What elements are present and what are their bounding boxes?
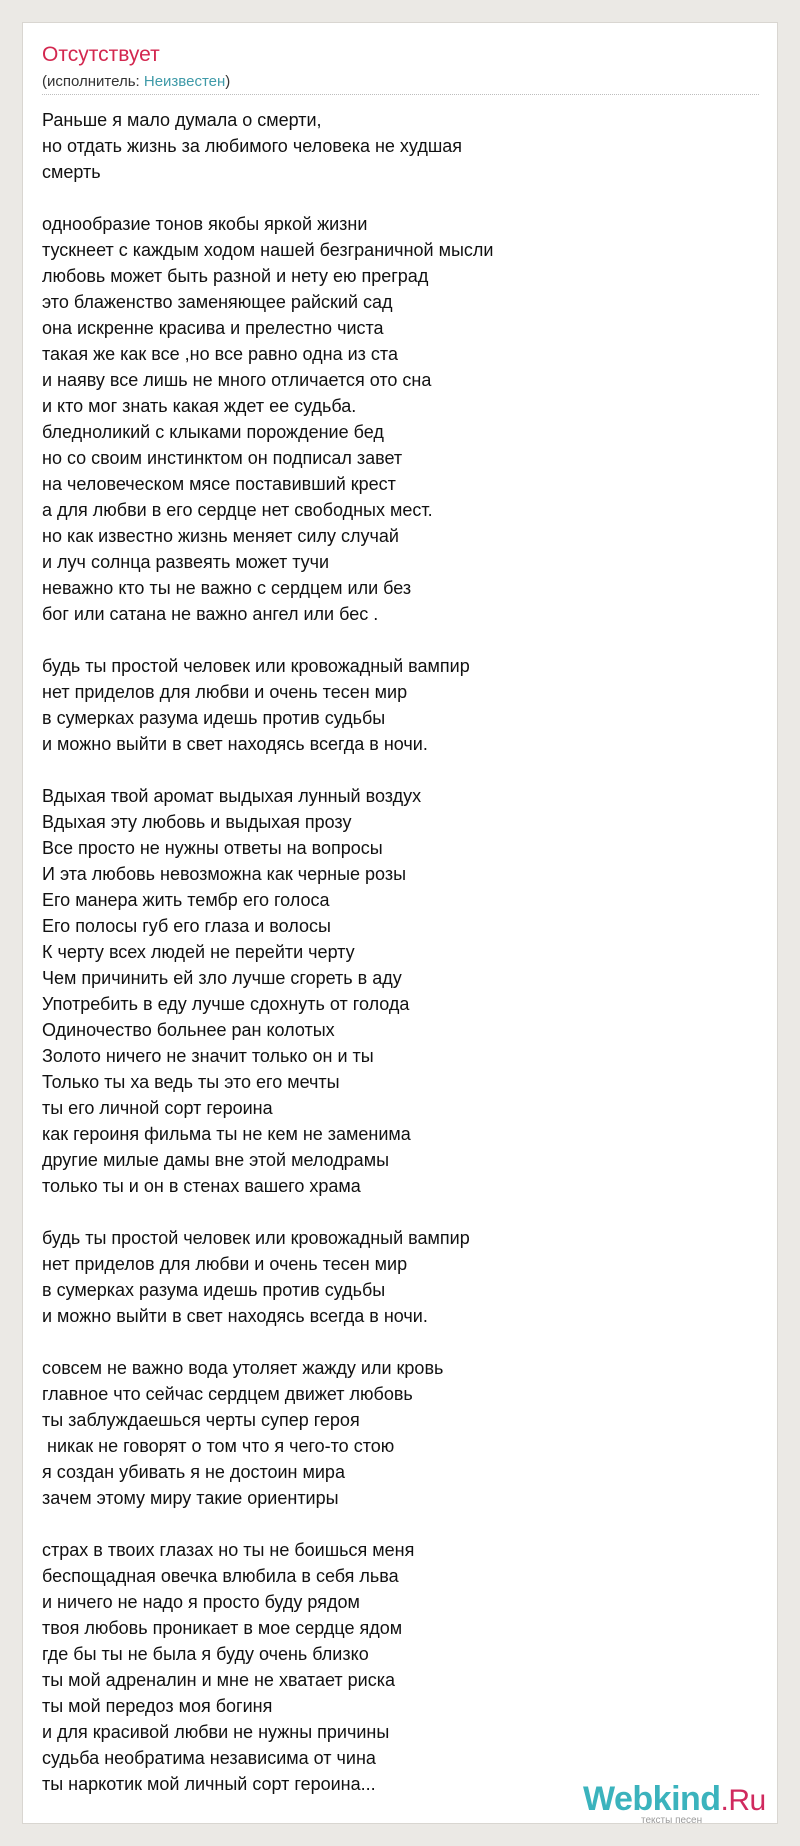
- performer-line: [42, 73, 230, 91]
- lyric-line: Его манера жить тембр его голоса: [42, 890, 330, 910]
- lyric-line: Употребить в еду лучше сдохнуть от голода: [42, 994, 410, 1014]
- lyric-line: но со своим инстинктом он подписал завет: [42, 448, 403, 468]
- stanza-break: [42, 185, 493, 211]
- lyric-line: смерть: [42, 162, 101, 182]
- performer-suffix: ): [225, 73, 231, 90]
- lyric-line: только ты и он в стенах вашего храма: [42, 1176, 361, 1196]
- lyric-line: и наяву все лишь не много отличается ото сна: [42, 370, 432, 390]
- logo-tld: .Ru: [720, 1784, 766, 1817]
- lyric-line: тускнеет с каждым ходом нашей безграничной мысли: [42, 240, 494, 260]
- lyric-line: Золото ничего не значит только он и ты: [42, 1046, 374, 1066]
- lyric-line: и ничего не надо я просто буду рядом: [42, 1592, 360, 1612]
- performer-link[interactable]: Неизвестен: [143, 73, 226, 90]
- lyric-line: главное что сейчас сердцем движет любовь: [42, 1384, 413, 1404]
- lyric-line: это блаженство заменяющее райский сад: [42, 292, 393, 312]
- lyric-line: страх в твоих глазах но ты не боишься меня: [42, 1540, 415, 1560]
- lyric-line: ты мой адреналин и мне не хватает риска: [42, 1670, 395, 1690]
- song-title: Отсутствует: [42, 43, 160, 66]
- lyric-line: бог или сатана не важно ангел или бес .: [42, 604, 379, 624]
- lyric-line: зачем этому миру такие ориентиры: [42, 1488, 339, 1508]
- lyric-line: твоя любовь проникает в мое сердце ядом: [42, 1618, 403, 1638]
- lyric-line: она искренне красива и прелестно чиста: [42, 318, 384, 338]
- webkind-logo[interactable]: [583, 1781, 773, 1825]
- lyric-line: нет приделов для любви и очень тесен мир: [42, 682, 408, 702]
- lyric-line: совсем не важно вода утоляет жажду или кровь: [42, 1358, 444, 1378]
- lyric-line: беспощадная овечка влюбила в себя льва: [42, 1566, 399, 1586]
- lyric-line: будь ты простой человек или кровожадный вампир: [42, 656, 470, 676]
- lyric-line: К черту всех людей не перейти черту: [42, 942, 355, 962]
- lyric-line: судьба необратима независима от чина: [42, 1748, 376, 1768]
- lyric-line: в сумерках разума идешь против судьбы: [42, 1280, 386, 1300]
- lyrics-card: [22, 22, 778, 1824]
- lyrics-text: [42, 107, 493, 1797]
- lyric-line: Вдыхая твой аромат выдыхая лунный воздух: [42, 786, 422, 806]
- lyric-line: ты мой передоз моя богиня: [42, 1696, 273, 1716]
- logo-tagline: тексты песен: [641, 1815, 703, 1826]
- lyric-line: Его полосы губ его глаза и волосы: [42, 916, 331, 936]
- lyric-line: однообразие тонов якобы яркой жизни: [42, 214, 368, 234]
- logo-wordmark: [583, 1781, 766, 1819]
- lyric-line: Одиночество больнее ран колотых: [42, 1020, 335, 1040]
- lyric-line: будь ты простой человек или кровожадный вампир: [42, 1228, 470, 1248]
- lyric-line: неважно кто ты не важно с сердцем или без: [42, 578, 412, 598]
- lyric-line: ты заблуждаешься черты супер героя: [42, 1410, 360, 1430]
- lyric-line: Раньше я мало думала о смерти,: [42, 110, 322, 130]
- lyric-line: и можно выйти в свет находясь всегда в ночи.: [42, 1306, 428, 1326]
- lyric-line: и для красивой любви не нужны причины: [42, 1722, 390, 1742]
- lyric-line: ты наркотик мой личный сорт героина...: [42, 1774, 376, 1794]
- lyric-line: где бы ты не была я буду очень близко: [42, 1644, 369, 1664]
- logo-brand: Webkind: [583, 1780, 721, 1818]
- lyric-line: а для любви в его сердце нет свободных мест.: [42, 500, 433, 520]
- performer-prefix: (исполнитель:: [42, 73, 144, 90]
- lyric-line: Только ты ха ведь ты это его мечты: [42, 1072, 340, 1092]
- lyric-line: другие милые дамы вне этой мелодрамы: [42, 1150, 390, 1170]
- lyric-line: в сумерках разума идешь против судьбы: [42, 708, 386, 728]
- lyric-line: такая же как все ,но все равно одна из ста: [42, 344, 398, 364]
- stanza-break: [42, 1511, 493, 1537]
- lyric-line: но как известно жизнь меняет силу случай: [42, 526, 399, 546]
- lyric-line: бледноликий с клыками порождение бед: [42, 422, 384, 442]
- stanza-break: [42, 1199, 493, 1225]
- lyric-line: я создан убивать я не достоин мира: [42, 1462, 345, 1482]
- lyric-line: как героиня фильма ты не кем не заменима: [42, 1124, 411, 1144]
- lyric-line: но отдать жизнь за любимого человека не худшая: [42, 136, 463, 156]
- lyric-line: и кто мог знать какая ждет ее судьба.: [42, 396, 357, 416]
- lyric-line: и можно выйти в свет находясь всегда в ночи.: [42, 734, 428, 754]
- stanza-break: [42, 627, 493, 653]
- lyric-line: ты его личной сорт героина: [42, 1098, 273, 1118]
- lyric-line: Вдыхая эту любовь и выдыхая прозу: [42, 812, 352, 832]
- lyric-line: И эта любовь невозможна как черные розы: [42, 864, 407, 884]
- title-divider: [42, 94, 759, 95]
- lyric-line: Все просто не нужны ответы на вопросы: [42, 838, 383, 858]
- stanza-break: [42, 757, 493, 783]
- stanza-break: [42, 1329, 493, 1355]
- lyric-line: любовь может быть разной и нету ею преград: [42, 266, 429, 286]
- lyric-line: никак не говорят о том что я чего-то стою: [42, 1436, 395, 1456]
- lyric-line: на человеческом мясе поставивший крест: [42, 474, 396, 494]
- lyric-line: Чем причинить ей зло лучше сгореть в аду: [42, 968, 402, 988]
- lyric-line: и луч солнца развеять может тучи: [42, 552, 330, 572]
- lyric-line: нет приделов для любви и очень тесен мир: [42, 1254, 408, 1274]
